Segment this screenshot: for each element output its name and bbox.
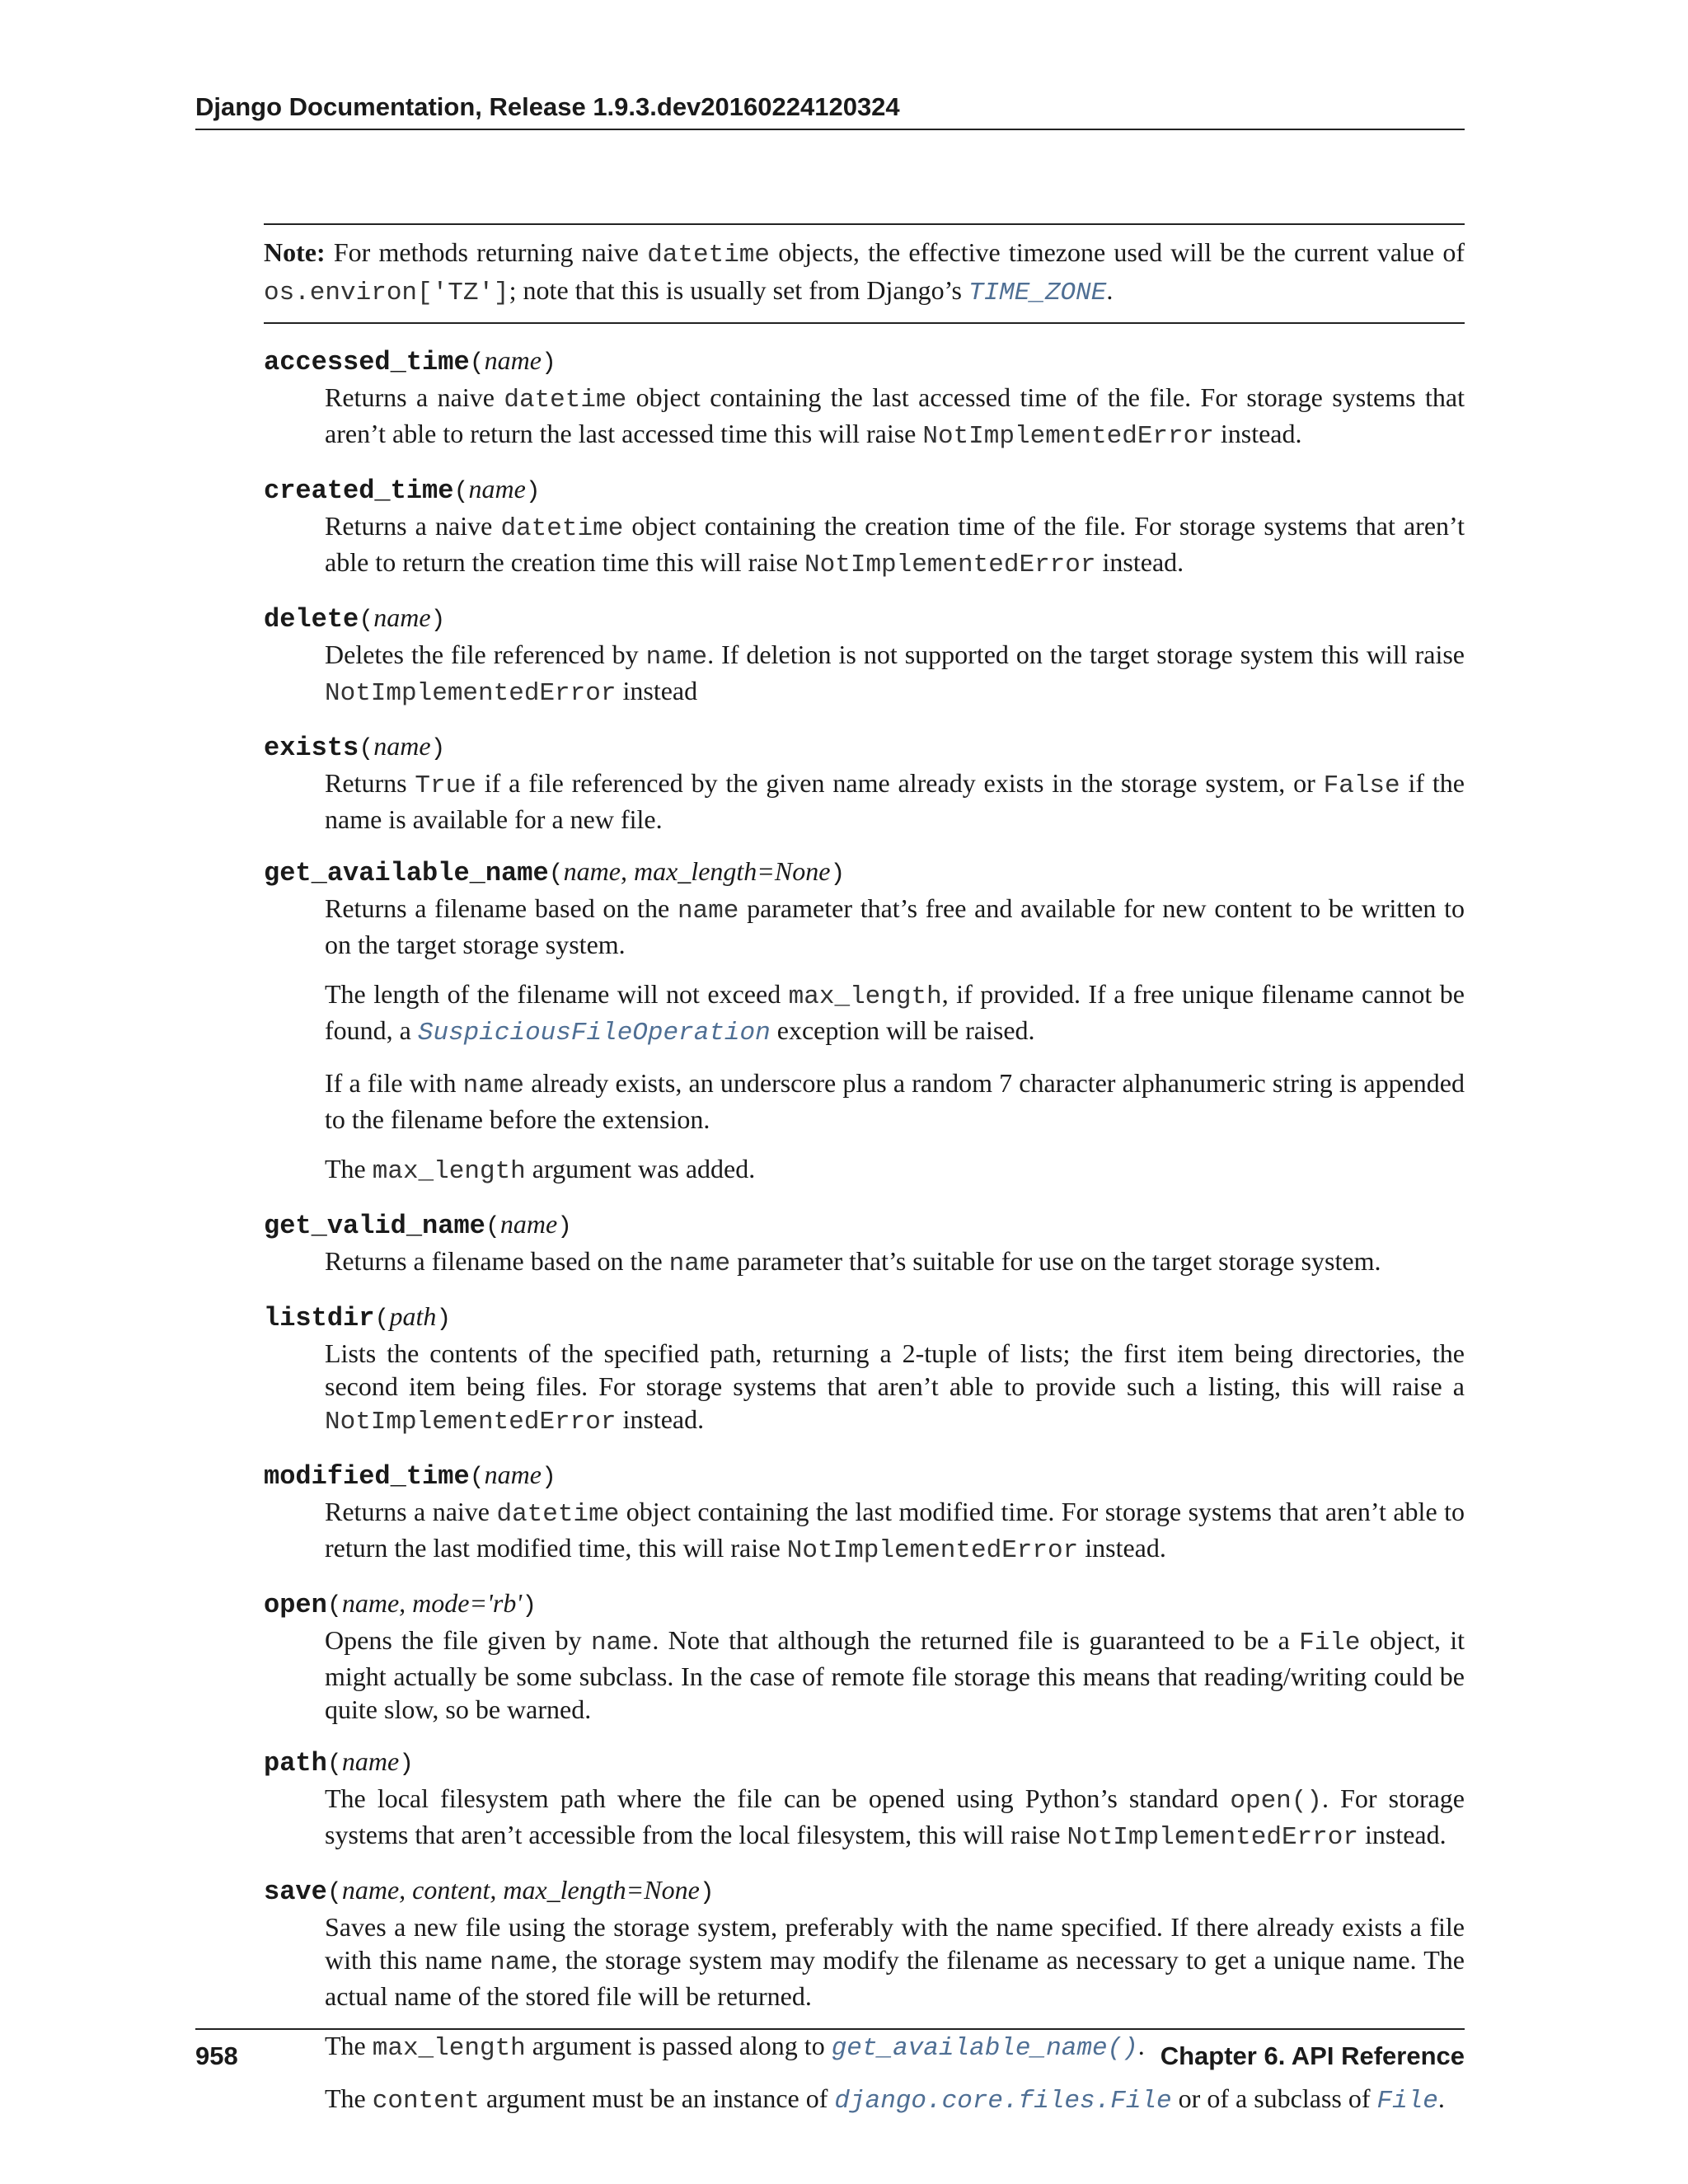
method-params: name bbox=[499, 1209, 558, 1239]
method-description: Lists the contents of the specified path, returning a 2-tuple of lists; the first item being directories, the second item being files. For storage systems that aren’t able to provide such a listing, this will raise a NotImplementedError instead. bbox=[325, 1338, 1465, 1436]
method-name: get_valid_name bbox=[264, 1211, 485, 1241]
method-name: accessed_time bbox=[264, 347, 470, 377]
method-signature: created_time(name) bbox=[264, 474, 541, 506]
page-footer bbox=[195, 2028, 1465, 2071]
chapter-title: Chapter 6. API Reference bbox=[1160, 2041, 1465, 2070]
method-params: path bbox=[389, 1301, 437, 1331]
method-name: delete bbox=[264, 604, 359, 635]
method-signature: listdir(path) bbox=[264, 1301, 452, 1333]
method-signature: get_valid_name(name) bbox=[264, 1209, 573, 1241]
note-text: objects, the effective timezone used will be the current value of bbox=[770, 237, 1465, 267]
method-description: Opens the file given by name. Note that although the returned file is guaranteed to be a File object, it might actually be some subclass. In the case of remote file storage this means that reading/writing could be quite slow, so be warned. bbox=[325, 1625, 1465, 1724]
method-open bbox=[264, 1586, 1465, 1726]
page-number: 958 bbox=[195, 2041, 238, 2070]
method-name: created_time bbox=[264, 476, 454, 506]
method-description: The local filesystem path where the file can be opened using Python’s standard open(). For storage systems that aren’t accessible from the local filesystem, this will raise NotImplementedError instead. bbox=[325, 1783, 1465, 1852]
note-label: Note: bbox=[264, 237, 326, 267]
method-exists bbox=[264, 729, 1465, 836]
method-description: Returns True if a file referenced by the given name already exists in the storage system, or False if the name is available for a new file. bbox=[325, 768, 1465, 834]
method-name: listdir bbox=[264, 1303, 375, 1333]
time-zone-link[interactable]: TIME_ZONE bbox=[968, 279, 1107, 307]
running-header: Django Documentation, Release 1.9.3.dev20160224120324 bbox=[195, 92, 1465, 130]
method-name: get_available_name bbox=[264, 858, 549, 888]
method-get-available-name bbox=[264, 854, 1465, 1188]
note-code: os.environ['TZ'] bbox=[264, 279, 509, 307]
method-params: name bbox=[468, 474, 526, 504]
note-text: ; note that this is usually set from Django’s bbox=[509, 275, 968, 305]
method-name: save bbox=[264, 1877, 327, 1907]
method-modified-time bbox=[264, 1457, 1465, 1568]
note-text: . bbox=[1106, 275, 1114, 305]
method-get-valid-name bbox=[264, 1207, 1465, 1281]
method-description: Returns a naive datetime object containing the last accessed time of the file. For storage systems that aren’t able to return the last accessed time this will raise NotImplementedError instead. bbox=[325, 382, 1465, 451]
method-signature: modified_time(name) bbox=[264, 1460, 556, 1492]
note-code: datetime bbox=[647, 241, 771, 269]
method-signature: accessed_time(name) bbox=[264, 345, 556, 377]
note-text: For methods returning naive bbox=[325, 237, 648, 267]
method-description: Returns a naive datetime object containing the creation time of the file. For storage systems that aren’t able to return the creation time this will raise NotImplementedError instead. bbox=[325, 511, 1465, 579]
method-params: name bbox=[484, 1460, 542, 1489]
method-name: open bbox=[264, 1590, 327, 1620]
suspicious-file-operation-link[interactable]: SuspiciousFileOperation bbox=[417, 1019, 771, 1047]
method-save bbox=[264, 1872, 1465, 2118]
method-params: name bbox=[341, 1746, 400, 1776]
method-created-time bbox=[264, 471, 1465, 582]
note-box bbox=[264, 223, 1465, 324]
method-signature: path(name) bbox=[264, 1746, 415, 1779]
method-params: name bbox=[484, 345, 542, 375]
method-name: exists bbox=[264, 733, 359, 763]
method-accessed-time bbox=[264, 343, 1465, 453]
method-params: name bbox=[373, 731, 431, 761]
method-path bbox=[264, 1744, 1465, 1854]
method-signature: delete(name) bbox=[264, 602, 446, 635]
method-listdir bbox=[264, 1299, 1465, 1439]
method-delete bbox=[264, 600, 1465, 710]
method-description: Returns a filename based on the name parameter that’s free and available for new content to be written to on the target storage system. The length of the filename will not exceed max_length, if provided. If a free unique filename cannot be found, a SuspiciousFileOperation exception will be raised. If a file with name already exists, an underscore plus a random 7 character alphanumeric string is appended to the filename before the extension. The max_length argument was added. bbox=[325, 893, 1465, 1186]
method-description: Returns a naive datetime object containing the last modified time. For storage systems that aren’t able to return the last modified time, this will raise NotImplementedError instead. bbox=[325, 1497, 1465, 1565]
method-list bbox=[264, 343, 1465, 2136]
method-params: name bbox=[373, 602, 431, 632]
method-name: path bbox=[264, 1748, 327, 1779]
method-params: name, max_length=None bbox=[563, 856, 831, 886]
method-description: Saves a new file using the storage system, preferably with the name specified. If there already exists a file with this name name, the storage system may modify the filename as necessary to get a unique name. The actual name of the stored file will be returned. The max_length argument is passed along to get_available_name(). The content argument must be an instance of django.core.files.File or of a subclass of File. bbox=[325, 1912, 1465, 2116]
method-params: name, mode='rb' bbox=[341, 1588, 523, 1618]
method-signature: save(name, content, max_length=None) bbox=[264, 1875, 715, 1907]
method-description: Returns a filename based on the name parameter that’s suitable for use on the target storage system. bbox=[325, 1246, 1381, 1278]
method-signature: open(name, mode='rb') bbox=[264, 1588, 537, 1620]
get-available-name-link[interactable]: get_available_name() bbox=[831, 2034, 1138, 2063]
method-description: Deletes the file referenced by name. If deletion is not supported on the target storage system this will raise NotImplementedError instead bbox=[325, 640, 1465, 708]
method-name: modified_time bbox=[264, 1461, 470, 1492]
method-signature: exists(name) bbox=[264, 731, 446, 763]
method-signature: get_available_name(name, max_length=None) bbox=[264, 856, 846, 888]
django-core-files-file-link[interactable]: django.core.files.File bbox=[834, 2087, 1172, 2116]
file-link[interactable]: File bbox=[1376, 2087, 1438, 2116]
method-params: name, content, max_length=None bbox=[341, 1875, 700, 1905]
